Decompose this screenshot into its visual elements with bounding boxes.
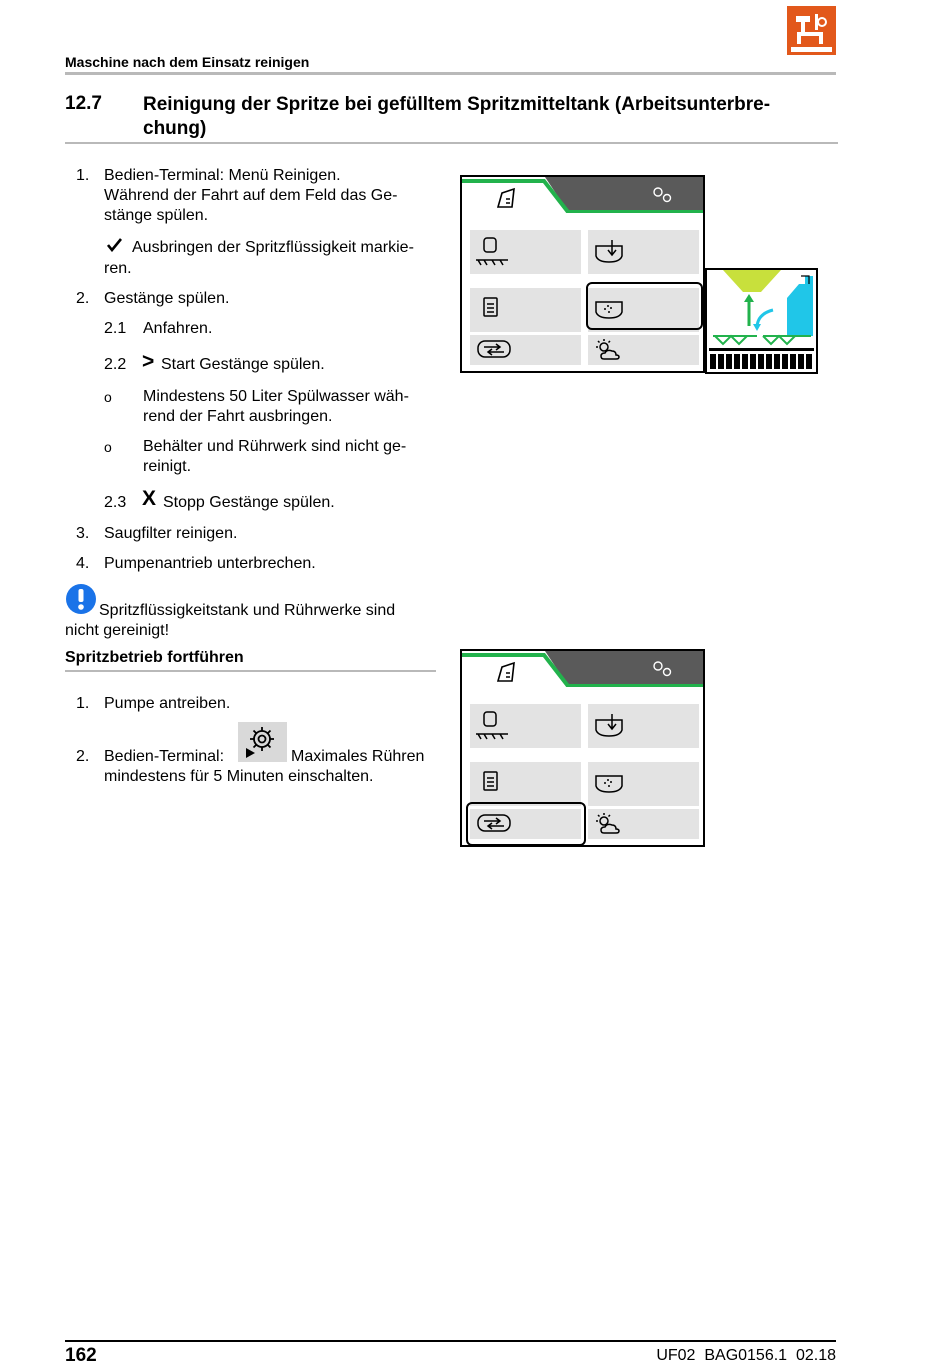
step-number: 3. — [76, 525, 90, 542]
terminal-screen-clean-menu-circulation — [460, 649, 705, 847]
step-text: stänge spülen. — [104, 207, 209, 224]
subsection-title: Spritzbetrieb fortführen — [65, 649, 244, 666]
tile-clipboard[interactable] — [470, 762, 581, 806]
tile-tank-fill[interactable] — [588, 704, 699, 748]
step-text: Maximales Rühren — [291, 748, 425, 765]
selected-tile-highlight — [586, 282, 703, 330]
tile-circulation[interactable] — [470, 335, 581, 365]
page-number: 162 — [65, 1345, 97, 1366]
subsection-divider — [65, 670, 436, 672]
step-number: 2. — [76, 290, 90, 307]
boom-rinse-status-panel — [705, 268, 818, 374]
bullet-marker: o — [104, 439, 112, 455]
result-text: ren. — [104, 260, 132, 277]
step-text: Gestänge spülen. — [104, 290, 230, 307]
step-number: 1. — [76, 695, 90, 712]
bullet-marker: o — [104, 389, 112, 405]
tile-tank-fill[interactable] — [588, 230, 699, 274]
amazone-logo — [787, 6, 836, 55]
stop-symbol-icon: X — [142, 487, 157, 510]
step-text: Pumpe antreiben. — [104, 695, 231, 712]
bullet-text: reinigt. — [143, 458, 192, 475]
step-text: Saugfilter reinigen. — [104, 525, 238, 542]
substep-number: 2.2 — [104, 356, 127, 373]
step-text: Bedien-Terminal: Menü Reinigen. — [104, 167, 341, 184]
footer-divider — [65, 1340, 836, 1342]
bullet-text: Mindestens 50 Liter Spülwasser wäh- — [143, 388, 409, 405]
running-header: Maschine nach dem Einsatz reinigen — [65, 54, 310, 70]
section-number: 12.7 — [65, 93, 102, 114]
exclamation-icon — [66, 584, 96, 614]
tile-weather[interactable] — [588, 809, 699, 839]
step-text: Bedien-Terminal: — [104, 748, 225, 765]
step-number: 1. — [76, 167, 90, 184]
substep-text: Start Gestänge spülen. — [161, 356, 325, 373]
tile-sprayer-boom[interactable] — [470, 230, 581, 274]
tile-weather[interactable] — [588, 335, 699, 365]
step-number: 4. — [76, 555, 90, 572]
tile-sprayer-boom[interactable] — [470, 704, 581, 748]
agitator-gear-button[interactable] — [238, 722, 287, 762]
substep-text: Anfahren. — [143, 320, 213, 337]
tile-clipboard[interactable] — [470, 288, 581, 332]
substep-number: 2.3 — [104, 494, 127, 511]
terminal-screen-clean-menu — [460, 175, 705, 373]
section-divider — [65, 142, 838, 144]
substep-text: Stopp Gestänge spülen. — [163, 494, 335, 511]
warning-text: Spritzflüssigkeitstank und Rührwerke sind — [99, 602, 396, 619]
substep-number: 2.1 — [104, 320, 127, 337]
selected-tile-highlight — [466, 802, 586, 846]
header-divider — [65, 72, 836, 75]
start-symbol-icon: > — [142, 350, 155, 373]
check-icon — [107, 238, 122, 258]
warning-text: nicht gereinigt! — [65, 622, 170, 639]
result-text: Ausbringen der Spritzflüssigkeit markie- — [132, 239, 414, 256]
step-text: Während der Fahrt auf dem Feld das Ge- — [104, 187, 398, 204]
document-reference: UF02 BAG0156.1 02.18 — [656, 1347, 836, 1364]
tile-rinse-tank[interactable] — [588, 762, 699, 806]
section-title: Reinigung der Spritze bei gefülltem Spritzmitteltank (Arbeitsunterbre- chung) — [143, 94, 771, 139]
step-text: Pumpenantrieb unterbrechen. — [104, 555, 316, 572]
step-text: mindestens für 5 Minuten einschalten. — [104, 768, 374, 785]
step-number: 2. — [76, 748, 90, 765]
bullet-text: rend der Fahrt ausbringen. — [143, 408, 333, 425]
bullet-text: Behälter und Rührwerk sind nicht ge- — [143, 438, 407, 455]
